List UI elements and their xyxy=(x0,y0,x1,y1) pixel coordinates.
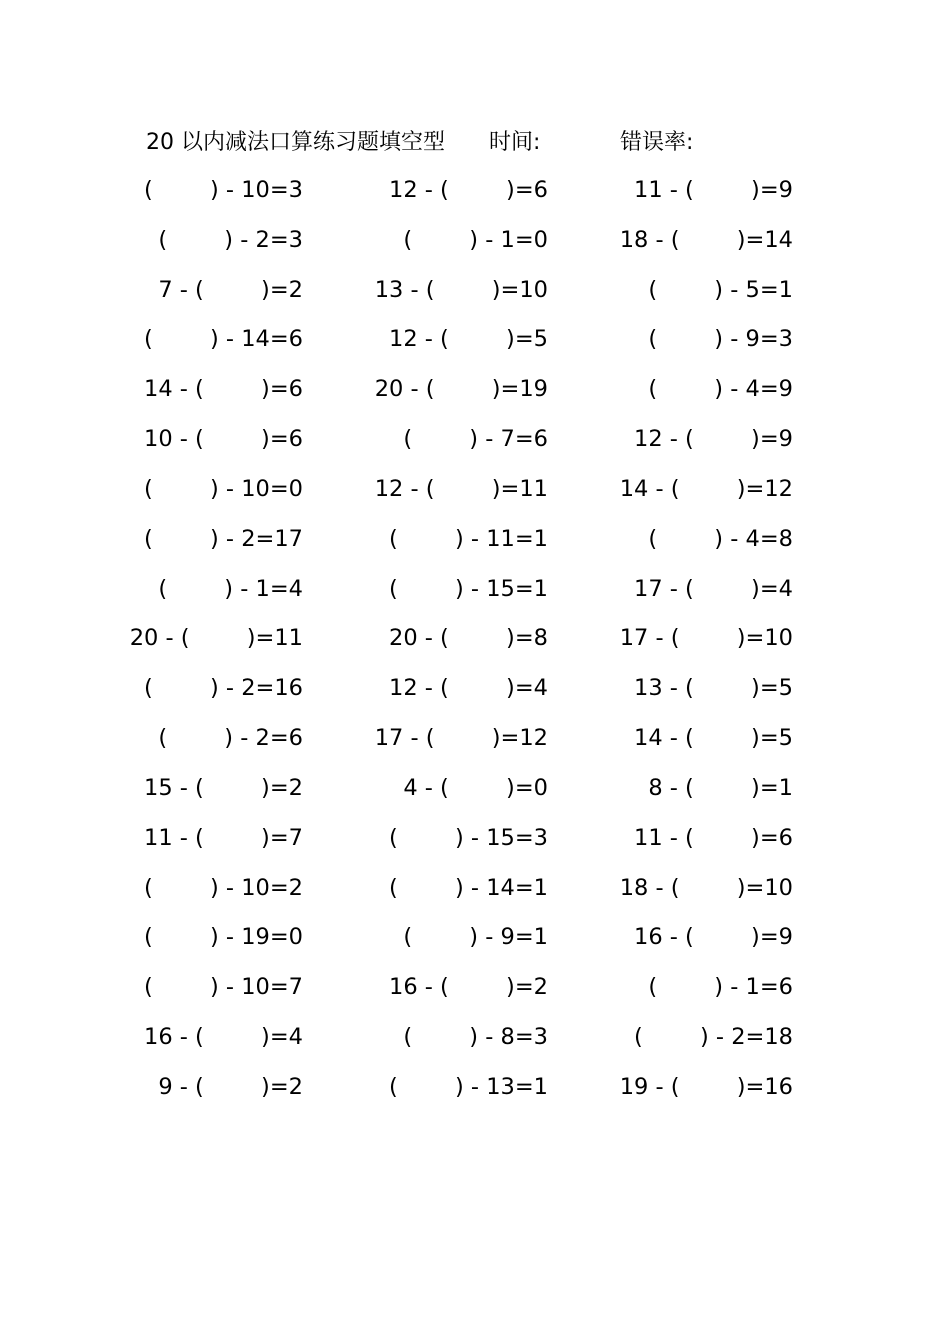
time-label: 时间: xyxy=(489,130,541,155)
problem-cell: ( ) - 2=3 xyxy=(158,226,303,253)
problem-cell: ( ) - 4=9 xyxy=(648,376,793,403)
problem-cell: 7 - ( )=2 xyxy=(158,276,303,303)
problem-cell: 20 - ( )=8 xyxy=(389,625,548,652)
problem-cell: 13 - ( )=10 xyxy=(374,276,548,303)
problem-cell: 8 - ( )=1 xyxy=(648,774,793,801)
problem-cell: 12 - ( )=4 xyxy=(389,675,548,702)
problem-row xyxy=(0,764,950,814)
problem-cell: 15 - ( )=2 xyxy=(144,774,303,801)
problem-cell: 17 - ( )=12 xyxy=(374,725,548,752)
problem-cell: ( ) - 14=6 xyxy=(144,326,303,353)
problem-row xyxy=(0,465,950,515)
problem-cell: 16 - ( )=2 xyxy=(389,974,548,1001)
problem-row xyxy=(0,963,950,1013)
problem-cell: ( ) - 4=8 xyxy=(648,525,793,552)
problem-cell: 14 - ( )=5 xyxy=(634,725,793,752)
problem-row xyxy=(0,664,950,714)
problem-cell: 18 - ( )=14 xyxy=(619,226,793,253)
problem-cell: 12 - ( )=5 xyxy=(389,326,548,353)
problem-cell: ( ) - 8=3 xyxy=(403,1024,548,1051)
problem-cell: ( ) - 5=1 xyxy=(648,276,793,303)
problem-cell: 18 - ( )=10 xyxy=(619,874,793,901)
problem-row xyxy=(0,864,950,914)
problem-cell: ( ) - 2=6 xyxy=(158,725,303,752)
problem-cell: ( ) - 15=3 xyxy=(389,824,548,851)
problem-cell: 11 - ( )=9 xyxy=(634,177,793,203)
problem-cell: 12 - ( )=9 xyxy=(634,426,793,453)
problem-cell: 20 - ( )=19 xyxy=(374,376,548,403)
problem-cell: 19 - ( )=16 xyxy=(619,1073,793,1100)
problem-cell: 12 - ( )=11 xyxy=(374,475,548,502)
worksheet-header xyxy=(0,126,950,160)
problem-cell: ( ) - 9=3 xyxy=(648,326,793,353)
problem-row xyxy=(0,415,950,465)
problem-cell: 20 - ( )=11 xyxy=(129,625,303,652)
problem-cell: 10 - ( )=6 xyxy=(144,426,303,453)
problem-cell: ( ) - 19=0 xyxy=(144,924,303,951)
problem-row xyxy=(0,565,950,615)
problem-row xyxy=(0,315,950,365)
problem-row xyxy=(0,814,950,864)
error-rate-label: 错误率: xyxy=(620,130,694,155)
problem-cell: ( ) - 10=2 xyxy=(144,874,303,901)
problem-grid xyxy=(0,166,950,1113)
problem-row xyxy=(0,614,950,664)
problem-row xyxy=(0,365,950,415)
problem-cell: 11 - ( )=6 xyxy=(634,824,793,851)
problem-row xyxy=(0,714,950,764)
problem-cell: ( ) - 7=6 xyxy=(403,426,548,453)
problem-cell: 14 - ( )=12 xyxy=(619,475,793,502)
problem-cell: ( ) - 1=4 xyxy=(158,575,303,602)
problem-cell: ( ) - 10=0 xyxy=(144,475,303,502)
problem-cell: 14 - ( )=6 xyxy=(144,376,303,403)
problem-cell: ( ) - 10=7 xyxy=(144,974,303,1001)
problem-cell: ( ) - 13=1 xyxy=(389,1073,548,1100)
problem-cell: ( ) - 2=17 xyxy=(144,525,303,552)
problem-cell: ( ) - 2=16 xyxy=(144,675,303,702)
problem-cell: ( ) - 1=6 xyxy=(648,974,793,1001)
problem-cell: 17 - ( )=10 xyxy=(619,625,793,652)
problem-row xyxy=(0,266,950,316)
problem-cell: 17 - ( )=4 xyxy=(634,575,793,602)
problem-row xyxy=(0,166,950,216)
problem-cell: ( ) - 2=18 xyxy=(634,1024,793,1051)
problem-cell: ( ) - 1=0 xyxy=(403,226,548,253)
problem-cell: ( ) - 9=1 xyxy=(403,924,548,951)
problem-row xyxy=(0,913,950,963)
problem-cell: ( ) - 10=3 xyxy=(144,177,303,203)
problem-cell: 12 - ( )=6 xyxy=(389,177,548,203)
problem-row xyxy=(0,1063,950,1113)
problem-cell: 4 - ( )=0 xyxy=(403,774,548,801)
problem-cell: ( ) - 11=1 xyxy=(389,525,548,552)
problem-row xyxy=(0,216,950,266)
problem-cell: 11 - ( )=7 xyxy=(144,824,303,851)
problem-cell: 16 - ( )=4 xyxy=(144,1024,303,1051)
problem-cell: ( ) - 14=1 xyxy=(389,874,548,901)
worksheet-title: 20 以内减法口算练习题填空型 xyxy=(146,130,445,155)
problem-cell: 16 - ( )=9 xyxy=(634,924,793,951)
problem-row xyxy=(0,515,950,565)
problem-cell: ( ) - 15=1 xyxy=(389,575,548,602)
problem-cell: 13 - ( )=5 xyxy=(634,675,793,702)
problem-row xyxy=(0,1013,950,1063)
problem-cell: 9 - ( )=2 xyxy=(158,1073,303,1100)
